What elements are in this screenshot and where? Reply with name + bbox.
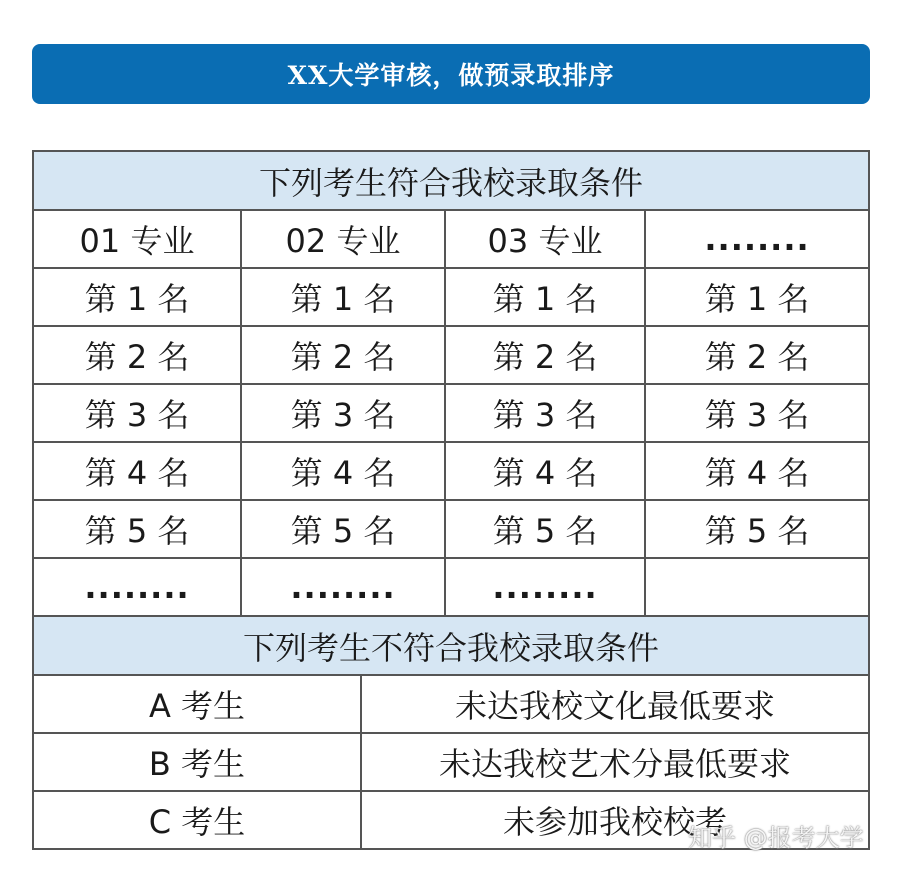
unqualified-header: 下列考生不符合我校录取条件 xyxy=(33,616,869,675)
rank-cell: 第 1 名 xyxy=(645,268,869,326)
rank-cell: 第 1 名 xyxy=(33,268,241,326)
rank-cell: 第 1 名 xyxy=(241,268,445,326)
candidate-reason: 未达我校艺术分最低要求 xyxy=(361,733,869,791)
rank-cell: 第 3 名 xyxy=(445,384,645,442)
candidate-reason: 未参加我校校考 xyxy=(361,791,869,849)
candidate-row xyxy=(33,675,869,733)
rank-cell: 第 3 名 xyxy=(33,384,241,442)
candidate-reason: 未达我校文化最低要求 xyxy=(361,675,869,733)
banner-title: XX大学审核，做预录取排序 xyxy=(287,61,615,90)
ellipsis-cell: ........ xyxy=(33,558,241,616)
rank-cell: 第 4 名 xyxy=(645,442,869,500)
major-label: ........ xyxy=(645,210,869,268)
rank-cell: 第 3 名 xyxy=(645,384,869,442)
major-label: 01 专业 xyxy=(33,210,241,268)
rank-cell: 第 1 名 xyxy=(445,268,645,326)
major-header-row xyxy=(33,210,869,268)
title-banner xyxy=(32,44,870,104)
rank-cell: 第 4 名 xyxy=(33,442,241,500)
rank-row xyxy=(33,442,869,500)
rank-row xyxy=(33,384,869,442)
rank-cell: 第 2 名 xyxy=(645,326,869,384)
rank-cell: 第 5 名 xyxy=(645,500,869,558)
ellipsis-cell: ........ xyxy=(445,558,645,616)
unqualified-header-row xyxy=(33,616,869,675)
rank-row xyxy=(33,500,869,558)
rank-cell: 第 5 名 xyxy=(33,500,241,558)
major-label: 03 专业 xyxy=(445,210,645,268)
rank-row xyxy=(33,326,869,384)
rank-cell: 第 2 名 xyxy=(33,326,241,384)
ellipsis-row xyxy=(33,558,869,616)
ellipsis-cell xyxy=(645,558,869,616)
candidate-name: C 考生 xyxy=(33,791,361,849)
watermark: 知乎 @报考大学 xyxy=(688,824,864,852)
ellipsis-cell: ........ xyxy=(241,558,445,616)
candidate-name: B 考生 xyxy=(33,733,361,791)
major-label: 02 专业 xyxy=(241,210,445,268)
candidate-row xyxy=(33,733,869,791)
rank-cell: 第 3 名 xyxy=(241,384,445,442)
rank-cell: 第 4 名 xyxy=(241,442,445,500)
qualified-header-row xyxy=(33,151,869,210)
rank-cell: 第 5 名 xyxy=(241,500,445,558)
rank-row xyxy=(33,268,869,326)
rank-cell: 第 2 名 xyxy=(445,326,645,384)
rank-cell: 第 4 名 xyxy=(445,442,645,500)
rank-cell: 第 2 名 xyxy=(241,326,445,384)
admission-table xyxy=(32,150,870,850)
candidate-name: A 考生 xyxy=(33,675,361,733)
rank-cell: 第 5 名 xyxy=(445,500,645,558)
qualified-header: 下列考生符合我校录取条件 xyxy=(33,151,869,210)
